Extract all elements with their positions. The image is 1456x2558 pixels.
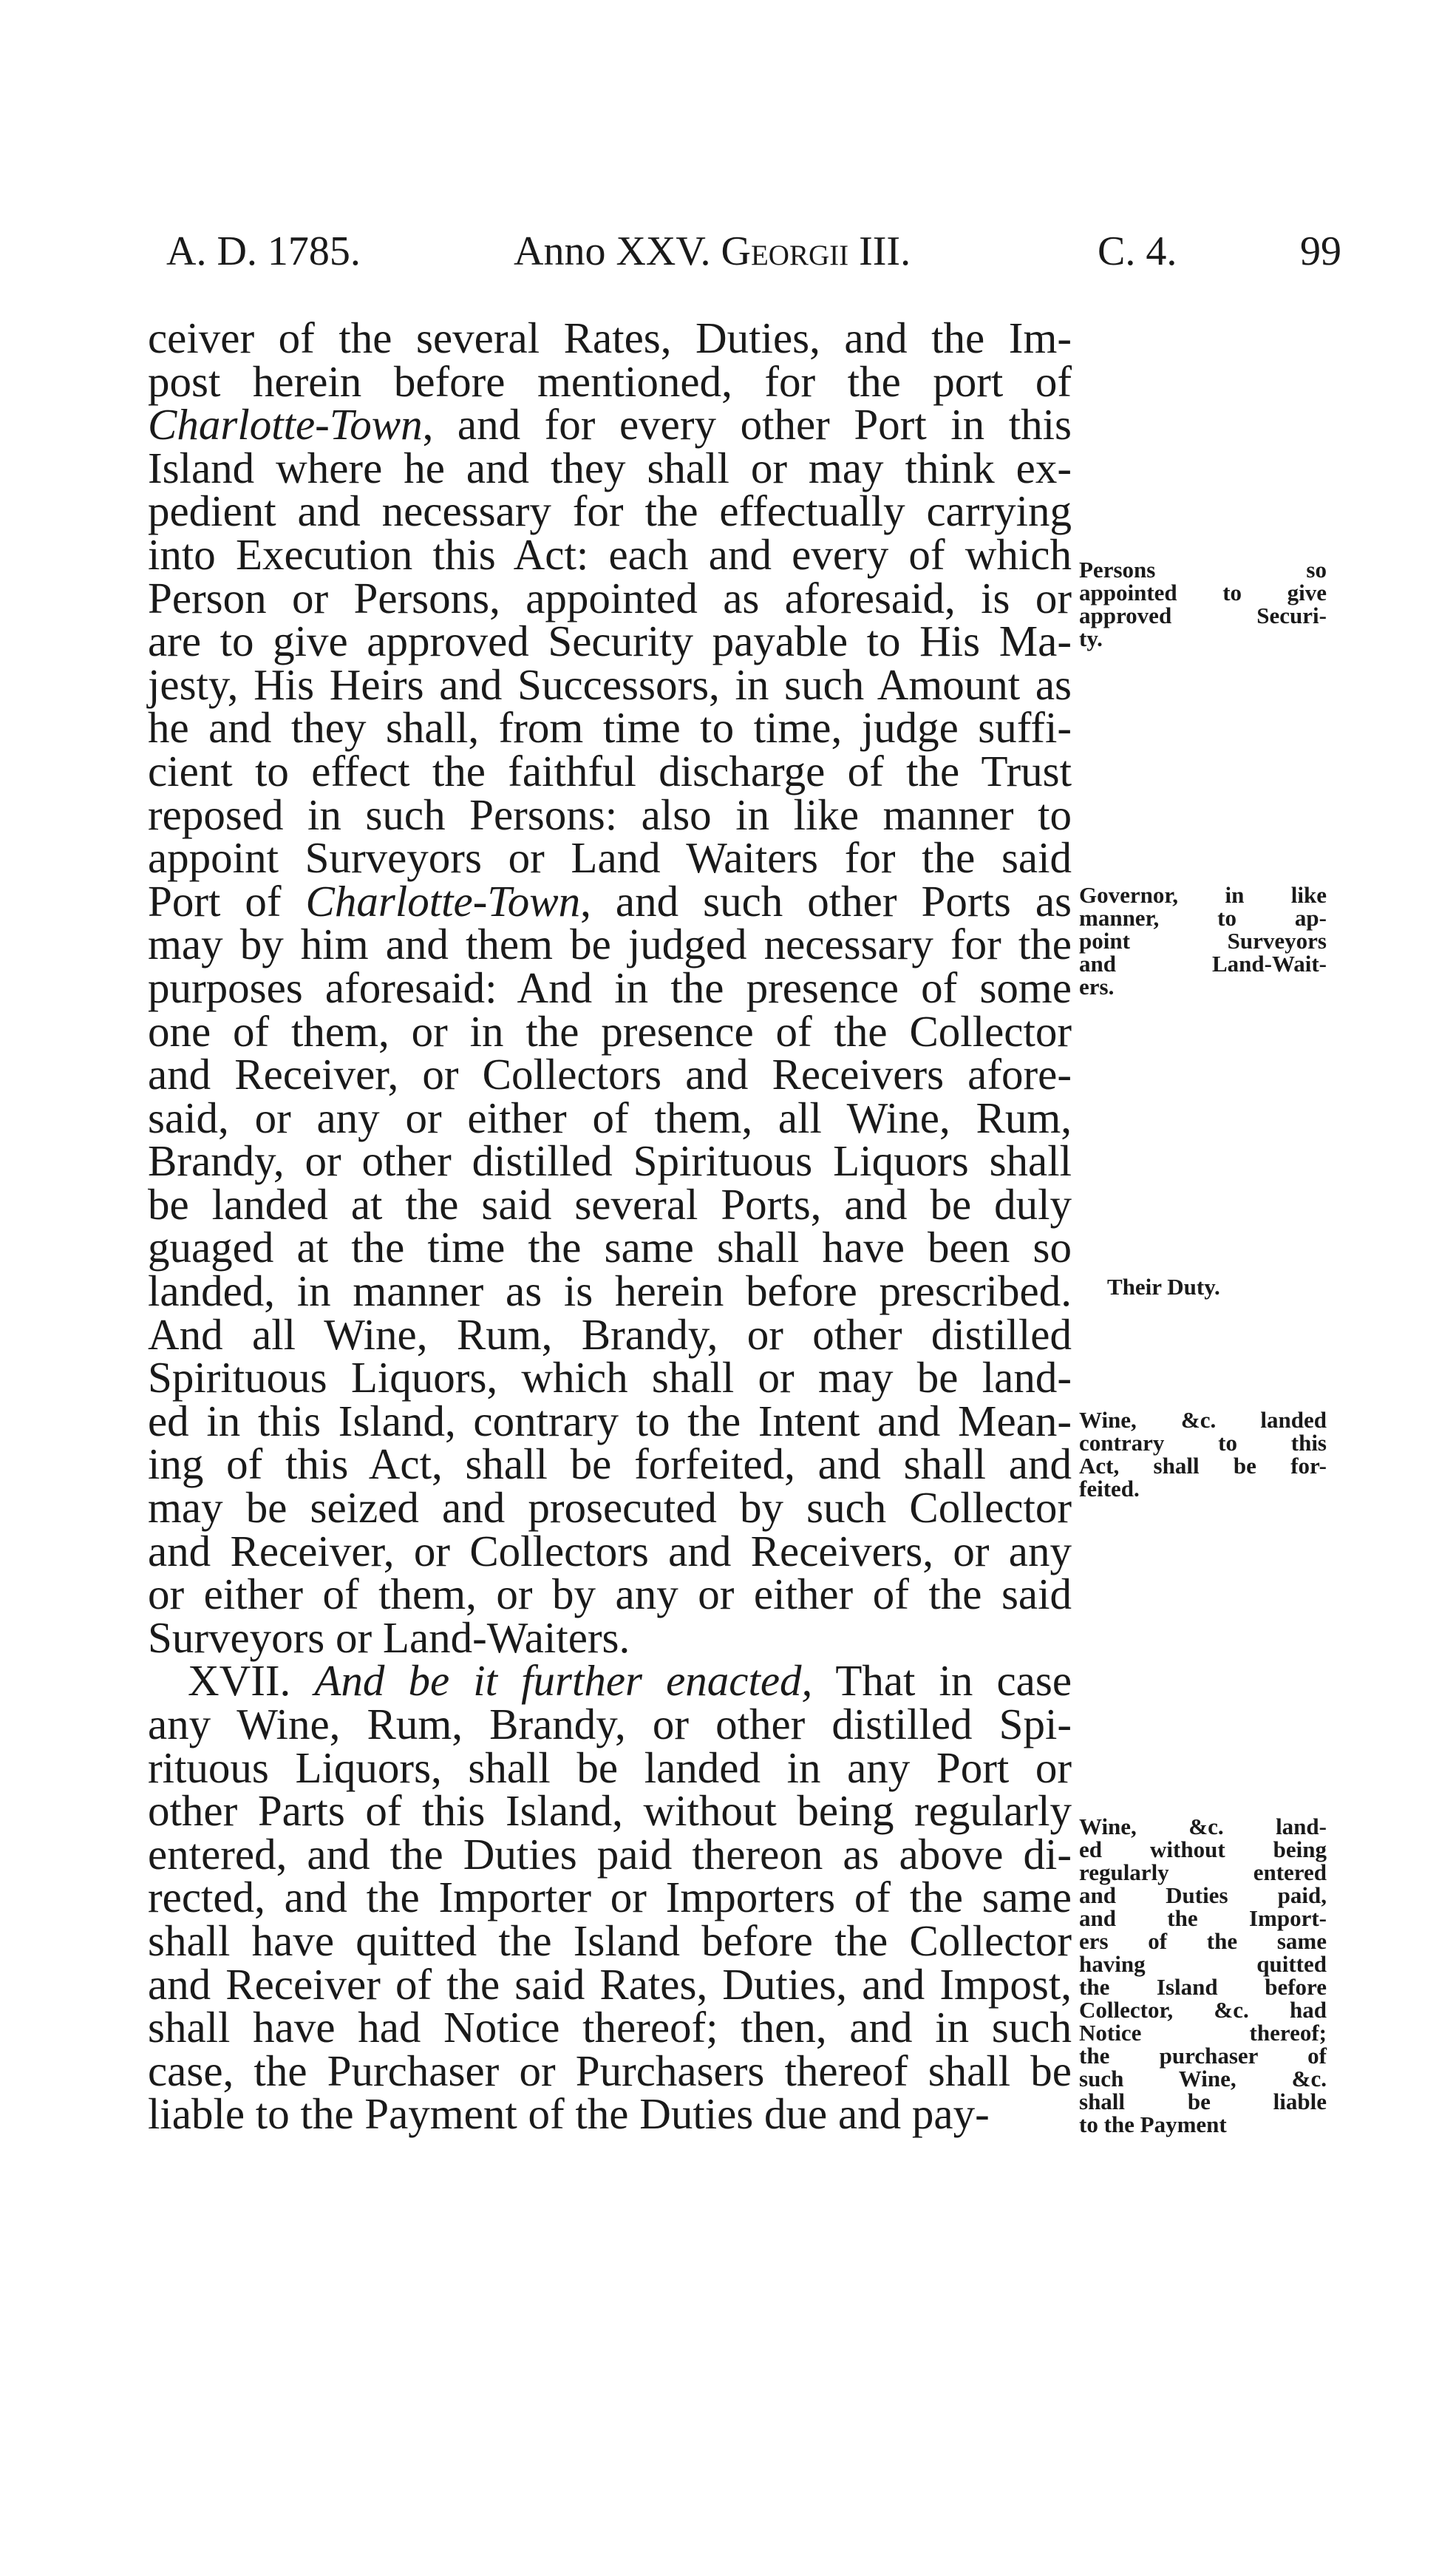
text-line: may be seized and prosecuted by such Collector	[148, 1483, 1072, 1533]
margin-note-line: Their Duty.	[1107, 1274, 1220, 1300]
text-line: are to give approved Security payable to His Ma-	[148, 617, 1072, 666]
text-line: into Execution this Act: each and every of which	[148, 529, 1072, 579]
text-line: And all Wine, Rum, Brandy, or other distilled	[148, 1309, 1072, 1359]
text-line: Charlotte-Town, and for every other Port in this	[148, 400, 1072, 449]
text-line: ed in this Island, contrary to the Intent and Mean-	[148, 1396, 1072, 1445]
text-line: rituous Liquors, shall be landed in any Port or	[148, 1743, 1072, 1792]
margin-note-line: the Island before	[1079, 1974, 1327, 2000]
text-line: be landed at the said several Ports, and be duly	[148, 1179, 1072, 1229]
text-line: Island where he and they shall or may think ex-	[148, 443, 1072, 492]
margin-note-wine-forfeited	[1079, 1408, 1327, 1500]
text-line: ing of this Act, shall be forfeited, and shall and	[148, 1439, 1072, 1489]
text-line: appoint Surveyors or Land Waiters for the said	[148, 833, 1072, 883]
text-line: any Wine, Rum, Brandy, or other distilled Spi-	[148, 1700, 1072, 1748]
text-line: may by him and them be judged necessary for the	[148, 920, 1072, 969]
margin-note-line: Act, shall be for-	[1079, 1453, 1327, 1479]
margin-note-line: and Land-Wait-	[1079, 951, 1327, 977]
section-number: XVII.	[188, 1656, 291, 1706]
text-line: he and they shall, from time to time, judge suffi-	[148, 703, 1072, 753]
text-line: post herein before mentioned, for the port of	[148, 356, 1072, 406]
text-line: and Receiver, or Collectors and Receivers afore-	[148, 1050, 1072, 1099]
main-text	[148, 313, 1072, 2139]
running-header	[166, 222, 1341, 281]
text-line: entered, and the Duties paid thereon as above di-	[148, 1829, 1072, 1879]
margin-note-line: and Duties paid,	[1079, 1882, 1327, 1908]
margin-note-line: shall be liable	[1079, 2089, 1327, 2114]
text-line: purposes aforesaid: And in the presence of some	[148, 963, 1072, 1012]
margin-note-line: appointed to give	[1079, 580, 1327, 605]
text-line: or either of them, or by any or either of the said	[148, 1570, 1072, 1619]
margin-note-governor-surveyors	[1079, 883, 1327, 998]
margin-note-persons-security	[1079, 558, 1327, 650]
margin-note-line: to the Payment	[1079, 2111, 1227, 2137]
place-name: Charlotte-Town	[148, 400, 423, 449]
header-year: A. D. 1785.	[166, 228, 361, 274]
margin-note-line: point Surveyors	[1079, 928, 1327, 954]
text-line: Port of Charlotte-Town, and such other Ports as	[148, 876, 1072, 926]
text-line: Person or Persons, appointed as aforesaid, is or	[148, 573, 1072, 622]
section-line-rest: That in case	[835, 1656, 1072, 1706]
text-line: cient to effect the faithful discharge of the Trust	[148, 746, 1072, 795]
margin-note-line: having quitted	[1079, 1951, 1327, 1977]
margin-note-line: ers of the same	[1079, 1928, 1327, 1954]
header-reign: Georgii III.	[721, 228, 911, 274]
text-line: Surveyors or Land-Waiters.	[148, 1612, 630, 1662]
text-line: liable to the Payment of the Duties due and pay-	[148, 2089, 990, 2139]
section-heading-line	[148, 1656, 1072, 1706]
text-line: said, or any or either of them, all Wine, Rum,	[148, 1093, 1072, 1142]
text-line: shall have quitted the Island before the Collector	[148, 1916, 1072, 1965]
margin-note-line: Governor, in like	[1079, 882, 1327, 908]
text-line: other Parts of this Island, without being regularly	[148, 1786, 1072, 1836]
text-line: Spirituous Liquors, which shall or may be land-	[148, 1353, 1072, 1402]
margin-note-line: and the Import-	[1079, 1905, 1327, 1931]
section-enacting-clause: And be it further enacted,	[314, 1656, 813, 1706]
place-name: Charlotte-Town	[305, 876, 581, 926]
header-chapter: C. 4.	[1098, 228, 1177, 274]
margin-note-line: ed without being	[1079, 1836, 1327, 1862]
margin-note-line: Collector, &c. had	[1079, 1997, 1327, 2023]
text-line: ceiver of the several Rates, Duties, and the Im-	[148, 313, 1072, 362]
text-line: case, the Purchaser or Purchasers thereof shall be	[148, 2046, 1072, 2095]
text-line: landed, in manner as is herein before prescribed.	[148, 1266, 1072, 1316]
text-line: jesty, His Heirs and Successors, in such Amount as	[148, 659, 1072, 709]
text-line: Brandy, or other distilled Spirituous Liquors shall	[148, 1136, 1072, 1186]
margin-note-line: Notice thereof;	[1079, 2020, 1327, 2046]
header-regnal-year	[514, 222, 911, 281]
text-line: and Receiver, or Collectors and Receivers, or any	[148, 1526, 1072, 1575]
margin-note-line: manner, to ap-	[1079, 905, 1327, 931]
text-line: and Receiver of the said Rates, Duties, and Impost,	[148, 1959, 1072, 2009]
margin-note-line: Persons so	[1079, 557, 1327, 583]
header-anno: Anno XXV.	[514, 228, 711, 274]
text-line: guaged at the time the same shall have been so	[148, 1223, 1072, 1272]
text-line: shall have had Notice thereof; then, and in such	[148, 2003, 1072, 2052]
text-line: one of them, or in the presence of the Collector	[148, 1006, 1072, 1056]
text-line: rected, and the Importer or Importers of the same	[148, 1873, 1072, 1922]
margin-note-line: ty.	[1079, 625, 1103, 651]
margin-note-line: the purchaser of	[1079, 2043, 1327, 2069]
margin-note-wine-without-entry	[1079, 1815, 1327, 2136]
margin-note-line: such Wine, &c.	[1079, 2066, 1327, 2091]
margin-note-line: ers.	[1079, 974, 1115, 1000]
page-number: 99	[1300, 228, 1341, 274]
margin-note-line: Wine, &c. land-	[1079, 1814, 1327, 1839]
margin-note-line: contrary to this	[1079, 1430, 1327, 1456]
margin-note-line: regularly entered	[1079, 1859, 1327, 1885]
margin-note-line: approved Securi-	[1079, 603, 1327, 628]
margin-note-their-duty	[1079, 1275, 1327, 1298]
text-line: reposed in such Persons: also in like manner to	[148, 790, 1072, 839]
margin-note-line: feited.	[1079, 1476, 1140, 1502]
margin-note-line: Wine, &c. landed	[1079, 1407, 1327, 1433]
text-line: pedient and necessary for the effectually carrying	[148, 486, 1072, 536]
